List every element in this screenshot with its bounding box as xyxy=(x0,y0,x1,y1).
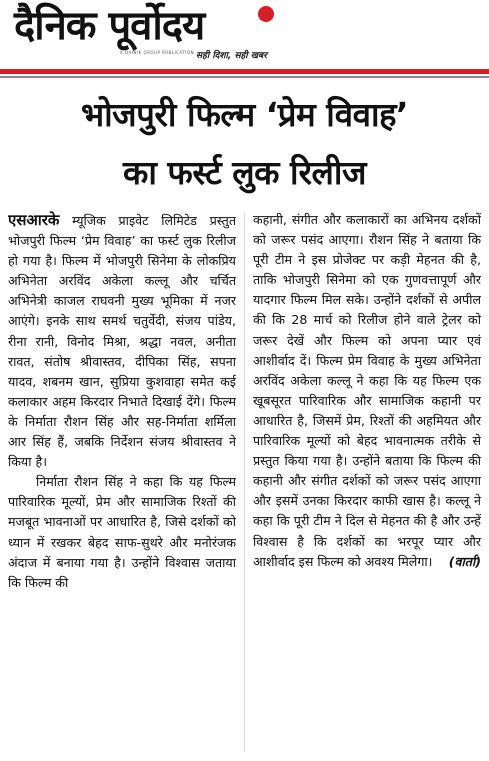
publisher-line: A DAINIK GROUP PUBLICATION xyxy=(120,50,195,55)
article-paragraph-3 xyxy=(253,210,481,572)
headline-line-1: भोजपुरी फिल्म ‘प्रेम विवाह’ xyxy=(80,95,409,134)
tagline: सही दिशा, सही खबर xyxy=(196,51,267,61)
newspaper-logo[interactable]: दैनिक पूर्वोदय xyxy=(14,3,205,49)
article-paragraph-1 xyxy=(8,210,236,472)
article-headline xyxy=(0,86,489,202)
article-paragraph-2: निर्माता रौशन सिंह ने कहा कि यह फिल्म पारिवारिक मूल्यों, प्रेम और सामाजिक रिश्तों की मजबूत भावनाओं पर आधारित है, जिसे दर्शकों को ध्यान में रखकर बेहद साफ-सुथरे और मनोरंजक अंदाज में बनाया गया है। उन्होंने विश्वास जताया कि फिल्म की xyxy=(8,474,236,590)
article-lead: एसआरके xyxy=(8,211,60,229)
column-divider xyxy=(244,212,245,752)
logo-dot-icon xyxy=(258,6,274,22)
news-agency-credit: (वार्ता) xyxy=(448,553,481,569)
article-paragraph-3-text: कहानी, संगीत और कलाकारों का अभिनय दर्शकों को जरूर पसंद आएगा। रौशन सिंह ने बताया कि पूरी टीम ने इस प्रोजेक्ट पर कड़ी मेहनत की है, ताकि भोजपुरी सिनेमा को एक गुणवत्तापूर्ण और यादगार फिल्म मिल सके। उन्होंने दर्शकों से अपील की कि 28 मार्च को रिलीज होने वाले ट्रेलर को जरूर देखें और फिल्म को अपना प्यार एवं आशीर्वाद दें। फिल्म प्रेम विवाह के मुख्य अभिनेता अरविंद अकेला कल्लू ने कहा कि यह फिल्म एक खूबसूरत पारिवारिक और सामाजिक कहानी पर आधारित है, जिसमें प्रेम, रिश्तों की अहमियत और पारिवारिक मूल्यों को बेहद भावनात्मक तरीके से प्रस्तुत किया गया है। उन्होंने बताया कि फिल्म की कहानी और संगीत दर्शकों को जरूर पसंद आएगा और इसमें उनका किरदार काफी खास है। कल्लू ने कहा कि पूरी टीम ने दिल से मेहनत की है और उन्हें विश्वास है कि दर्शकों का भरपूर प्यार और आशीर्वाद इस फिल्म को अवश्य मिलेगा। xyxy=(253,212,481,569)
masthead-red-rule xyxy=(0,69,489,74)
headline-line-2: का फर्स्ट लुक रिलीज xyxy=(123,153,366,192)
masthead-gray-rule xyxy=(0,76,489,78)
article-paragraph-1-text: म्यूजिक प्राइवेट लिमिटेड प्रस्तुत भोजपुरी फिल्म ‘प्रेम विवाह’ का फर्स्ट लुक रिलीज हो गया है। फिल्म में भोजपुरी सिनेमा के लोकप्रिय अभिनेता अरविंद अकेला कल्लू और चर्चित अभिनेत्री काजल राघवनी मुख्य भूमिका में नजर आएंगे। इनके साथ समर्थ चतुर्वेदी, संजय पांडेय, रीना रानी, विनोद मिश्रा, श्रद्धा नवल, अनीता रावत, संतोष श्रीवास्तव, दीपिका सिंह, सपना यादव, शबनम खान, सुप्रिया कुशवाहा समेत कई कलाकार अहम किरदार निभाते दिखाई देंगे। फिल्म के निर्माता रौशन सिंह और सह-निर्माता शर्मिला आर सिंह हैं, जबकि निर्देशन संजय श्रीवास्तव ने किया है। xyxy=(8,213,236,470)
article-column-right xyxy=(253,210,481,755)
article-column-left xyxy=(8,210,236,755)
masthead xyxy=(0,0,489,80)
